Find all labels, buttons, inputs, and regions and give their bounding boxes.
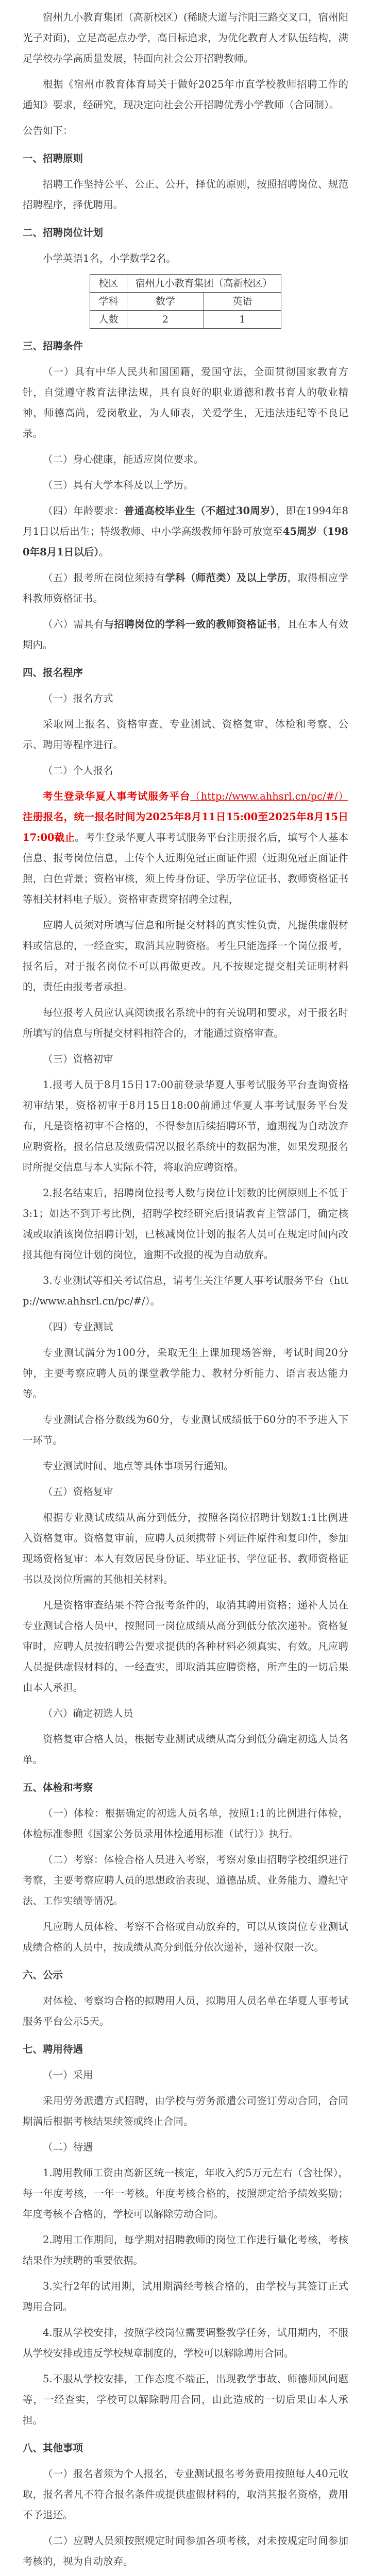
table-cell: 2 <box>127 311 204 329</box>
table-cell: 1 <box>204 311 281 329</box>
text-span: （六）需具有 <box>43 618 104 630</box>
text-span: ，且在本人有效期内。 <box>23 618 348 651</box>
table-row <box>90 275 281 293</box>
text-span-bold: 学科（师范类）及以上学历 <box>165 572 288 584</box>
section-title: 五、体检和考察 <box>23 1782 93 1793</box>
section-paragraph: 3.专业测试等相关考试信息，请考生关注华夏人事考试服务平台（http://www.ahhsrl.cn/pc/#/）。 <box>23 1275 348 1307</box>
subsection-title: （一）采用 <box>43 2069 93 2081</box>
section-title: 二、招聘岗位计划 <box>23 227 104 239</box>
positions-table <box>90 274 281 329</box>
intro-notice: 公告如下： <box>23 125 73 137</box>
section-paragraph: 采取网上报名、资格审查、专业测试、资格复审、体检和考察、公示、聘用等程序进行。 <box>23 718 348 751</box>
section-paragraph: 1.报考人员于8月15日17:00前登录华夏人事考试服务平台查询资格初审结果，资格初审于8月15日18:00前通过华夏人事考试服务平台发布，凡是资格初审不合格的，不得参加后续招聘环节，逾期视为自动放弃应聘资格，报名信息及缴费情况以报名系统中的数据为准，如果发现报名时所提交信息与本人实际不符，将取消应聘资格。 <box>23 1079 348 1173</box>
text-span-bold: 普通高校毕业生（不超过30周岁） <box>124 505 276 517</box>
table-cell: 数学 <box>127 293 204 311</box>
section-paragraph: 采用劳务派遣方式招聘，由学校与劳务派遣公司签订劳动合同，合同期满后根据考核结果续签或终止合同。 <box>23 2095 348 2127</box>
subsection-title: （二）个人报名 <box>43 765 113 776</box>
intro-paragraph: 根据《宿州市教育体育局关于做好2025年市直学校教师招聘工作的通知》要求，经研究，现决定向社会公开招聘优秀小学教师（合同制）。 <box>23 78 348 111</box>
section-paragraph: （三）具有大学本科及以上学历。 <box>43 479 194 491</box>
section-paragraph: 小学英语1名，小学数学2名。 <box>43 252 176 264</box>
section-paragraph: 2.聘用工作期间，每学期对招聘教师的岗位工作进行量化考核，考核结果作为续聘的重要依据。 <box>23 2234 348 2266</box>
section-title: 八、其他事项 <box>23 2442 83 2454</box>
table-cell: 人数 <box>90 311 127 329</box>
section-paragraph: 对体检、考察均合格的拟聘用人员，拟聘用人员名单在华夏人事考试服务平台公示5天。 <box>23 1995 348 2027</box>
section-paragraph: （一）报名者须为个人报名，专业测试报名考务费用按照每人40元收取，报名者凡不符合报名条件或提供虚假材料的，取消其报名资格，费用不予退还。 <box>23 2468 348 2521</box>
section-paragraph <box>23 568 348 609</box>
section-paragraph: 凡应聘人员体检、考察不合格或自动放弃的，可以从该岗位专业测试成绩合格的人员中，按成绩从高分到低分依次递补，递补仅限一次。 <box>23 1921 348 1953</box>
text-span: （五）报考所在岗位须持有 <box>43 572 165 584</box>
section-paragraph: 每位报考人员应认真阅读报名系统中的有关说明和要求，对于报名时所填写的信息与所提交材料相符合的，才能通过资格审查。 <box>23 1007 348 1039</box>
section-title: 三、招聘条件 <box>23 340 83 352</box>
section-paragraph: （一）具有中华人民共和国国籍，爱国守法，全面贯彻国家教育方针，自觉遵守教育法律法规，具有良好的职业道德和教书育人的敬业精神，师德高尚，爱岗敬业，为人师表，关爱学生，无违法违纪等不良记录。 <box>23 366 348 439</box>
text-span: 。 <box>98 546 109 558</box>
text-span: （四）年龄要求： <box>43 505 124 517</box>
text-span: 。考生登录华夏人事考试服务平台注册报名后，填写个人基本信息、报考岗位信息，上传个人近期免冠正面证件照（近期免冠正面证件照，白色背景；资格审核，须上传身份证、学历学位证书、教师资格证书等相关材料电子版）。资格审查贯穿招聘全过程， <box>23 832 348 905</box>
registration-time: 注册报名，统一报名时间为2025年8月11日15:00至2025年8月15日17:00截止 <box>23 811 348 843</box>
section-paragraph: （二）身心健康，能适应岗位要求。 <box>43 453 204 465</box>
registration-paragraph <box>23 786 348 910</box>
table-cell: 学科 <box>90 293 127 311</box>
table-cell: 英语 <box>204 293 281 311</box>
subsection-title: （三）资格初审 <box>43 1053 113 1065</box>
platform-name: 考生登录华夏人事考试服务平台 <box>43 790 191 802</box>
section-title: 一、招聘原则 <box>23 152 83 164</box>
subsection-title: （二）待遇 <box>43 2141 93 2153</box>
section-paragraph: 凡是资格审查结果不符合报考条件的，取消其聘用资格；递补人员在专业测试合格人员中，按照同一岗位成绩从高分到低分依次递补。资格复审时，应聘人员按招聘公告要求提供的各种材料必须真实、有效。凡应聘人员提供虚假材料的，一经查实，即取消其应聘资格，所产生的一切后果由本人承担。 <box>23 1599 348 1693</box>
section-paragraph: （二）考察：体检合格人员进入考察，考察对象由招聘学校组织进行考察，主要考察应聘人员的思想政治表现、道德品质、业务能力、遵纪守法、工作实绩等情况。 <box>23 1854 348 1907</box>
section-title: 四、报名程序 <box>23 667 83 679</box>
subsection-title: （六）确定初选人员 <box>43 1707 133 1719</box>
subsection-title: （五）资格复审 <box>43 1486 113 1498</box>
section-paragraph: （二）应聘人员须按照规定时间参加各项考核，对未按规定时间参加考核的，视为自动放弃。 <box>23 2535 348 2567</box>
intro-paragraph: 宿州九小教育集团（高新校区）(稀晓大道与汴阳三路交叉口，宿州阳光子对面)，立足高起点办学，高目标追求，为优化教育人才队伍结构，满足学校办学高质量发展，特面向社会公开招聘教师。 <box>23 11 348 64</box>
text-span: ，即在1994年8月1日以后出生；特级教师、中小学高级教师年龄可放宽至 <box>23 505 348 537</box>
section-paragraph: 1.聘用教师工资由高新区统一核定，年收入约5万元左右（含社保），每一年度考核，一年一考核。年度考核合格的，按照规定给予绩效奖励；年度考核不合格的，学校可以解除劳动合同。 <box>23 2167 348 2220</box>
subsection-title: （一）报名方式 <box>43 692 113 704</box>
section-paragraph: 专业测试时间、地点等具体事项另行通知。 <box>43 1460 234 1472</box>
section-paragraph <box>23 501 348 563</box>
subsection-title: （四）专业测试 <box>43 1321 113 1333</box>
text-span-bold: 45周岁（1980年8月1日以后） <box>23 526 348 558</box>
section-paragraph: 招聘工作坚持公平、公正、公开，择优的原则，按照招聘岗位、规范招聘程序，择优聘用。 <box>23 178 348 211</box>
table-row <box>90 293 281 311</box>
section-paragraph: 2.报名结束后，招聘岗位报考人数与岗位计划数的比例原则上不低于3:1；如达不到开考比例，招聘学校经研究后报请教育主管部门，确定核减或取消该岗位招聘计划，已核减岗位计划的报名人员可在规定时间内改报其他有岗位计划的岗位，逾期不改报的视为自动放弃。 <box>23 1187 348 1261</box>
section-paragraph: （一）体检：根据确定的初选人员名单，按照1:1的比例进行体检，体检标准参照《国家公务员录用体检通用标准（试行）》执行。 <box>23 1807 348 1840</box>
section-title: 六、公示 <box>23 1969 63 1981</box>
section-paragraph: 专业测试满分为100分，采取无生上课加现场答辩，考试时间20分钟，主要考察应聘人员的课堂教学能力、教材分析能力、语言表达能力等。 <box>23 1347 348 1400</box>
text-span-bold: 与招聘岗位的学科一致的教师资格证书 <box>104 618 277 630</box>
section-paragraph <box>23 614 348 655</box>
section-title: 七、聘用待遇 <box>23 2043 83 2055</box>
table-cell: 宿州九小教育集团（高新校区） <box>127 275 281 293</box>
section-paragraph: 3.实行2年的试用期，试用期满经考核合格的，由学校与其签订正式聘用合同。 <box>23 2280 348 2313</box>
section-paragraph: 资格复审合格人员，根据专业测试成绩从高分到低分确定初选人员名单。 <box>23 1733 348 1766</box>
text-span: ，取得相应学科教师资格证书。 <box>23 572 348 604</box>
table-row <box>90 311 281 329</box>
table-cell: 校区 <box>90 275 127 293</box>
section-paragraph: 5.不服从学校安排，工作态度不端正，出现教学事故、师德师风问题等，一经查实，学校可以解除聘用合同，由此造成的一切后果由本人承担。 <box>23 2373 348 2426</box>
section-paragraph: 专业测试合格分数线为60分，专业测试成绩低于60分的不予进入下一环节。 <box>23 1414 348 1446</box>
section-paragraph: 应聘人员须对所填写信息和所提交材料的真实性负责，凡提供虚假材料或信息的，一经查实，取消其应聘资格。考生只能选择一个岗位报考，报名后，对于报名岗位不可以再做更改。凡不按规定提交相关证明材料的，责任由报考者承担。 <box>23 919 348 993</box>
platform-url-link[interactable]: （http://www.ahhsrl.cn/pc/#/） <box>190 790 348 802</box>
section-paragraph: 根据专业测试成绩从高分到低分，按照各岗位招聘计划数1:1比例进入资格复审。资格复审前，应聘人员须携带下列证件原件和复印件，参加现场资格复审：本人有效居民身份证、毕业证书、学位证书、教师资格证书以及岗位所需的其他相关材料。 <box>23 1512 348 1585</box>
section-paragraph: 4.服从学校安排，按照学校岗位需要调整教学任务，试用期内，不服从学校安排或违反学校规章制度的，学校可以解除聘用合同。 <box>23 2327 348 2359</box>
